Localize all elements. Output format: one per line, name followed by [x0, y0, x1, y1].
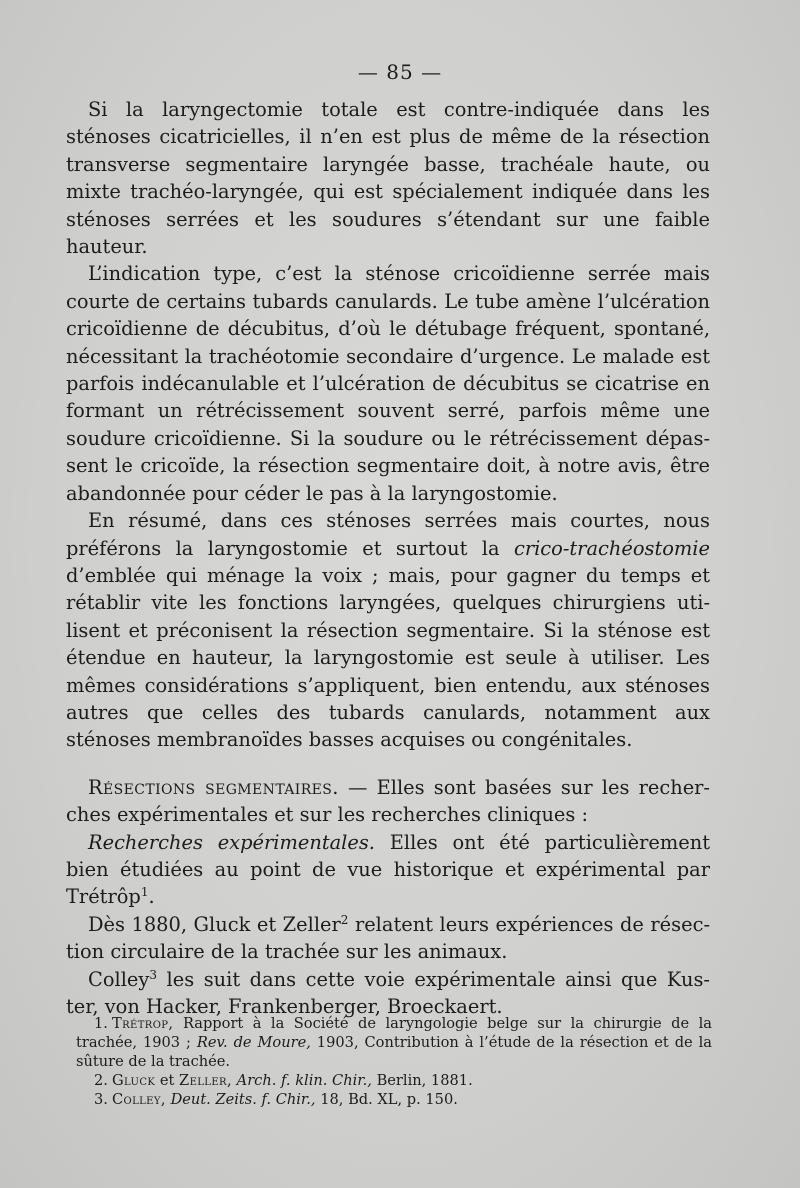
- paragraph-3-text-a: En résumé, dans ces sténoses serrées mais courtes, nous préférons la laryngostomie et surtout la: [66, 509, 710, 560]
- body-text: [66, 96, 710, 1020]
- footnote-1-number: 1.: [94, 1015, 108, 1032]
- paragraph-6-text-b: relatent leurs expériences de résec-tion circulaire de la trachée sur les animaux.: [66, 912, 710, 964]
- footnote-2-journal: Arch. f. klin. Chir.,: [232, 1072, 372, 1089]
- footnote-2-text-b: Berlin, 1881.: [371, 1072, 473, 1089]
- footnote-3-number: 3.: [94, 1091, 108, 1108]
- paragraph-3: [66, 507, 710, 754]
- paragraph-3-text-b: d’emblée qui ménage la voix ; mais, pour gagner du temps et rétablir vite les fonctions laryngées, quelques chirurgiens uti-lisent et préconisent la résection segmentaire. Si la sténose est étendue en hauteur, la laryngostomie est seule à utiliser. Les mêmes considérations s’appliquent, bien entendu, aux sténoses autres que celles des tubards canulards, notamment aux sténoses membranoïdes basses acquises ou congénitales.: [66, 563, 710, 752]
- footnote-1: [76, 1014, 712, 1071]
- footnote-ref-3: 3: [149, 967, 157, 982]
- footnote-ref-1: 1: [140, 885, 149, 900]
- footnote-3-journal: Deut. Zeits. f. Chir.,: [165, 1091, 316, 1108]
- footnote-2-text-a: et: [155, 1072, 180, 1089]
- paragraph-6: [66, 911, 710, 966]
- footnote-ref-2: 2: [340, 912, 349, 927]
- paragraph-4: [66, 774, 710, 829]
- paragraph-5-end: .: [148, 885, 155, 909]
- footnote-3: [76, 1090, 712, 1109]
- subsection-heading: Recherches expérimentales.: [88, 830, 375, 854]
- paragraph-3-italic-term: crico-trachéostomie: [513, 536, 710, 560]
- paragraph-7: [66, 966, 710, 1021]
- footnote-1-author: Trétrop,: [111, 1015, 174, 1032]
- footnote-3-author: Colley,: [111, 1091, 166, 1108]
- footnote-1-text-a: Rapport à la Société de laryngologie belge sur la chirurgie de la trachée, 1903 ;: [76, 1015, 712, 1051]
- footnote-2-author: Gluck: [111, 1072, 156, 1089]
- paragraph-4-text: — Elles sont basées sur les recher-ches expérimentales et sur les recherches cliniques :: [66, 775, 710, 827]
- footnote-2-number: 2.: [94, 1072, 108, 1089]
- paragraph-7-text-b: les suit dans cette voie expérimentale ainsi que Kus-ter, von Hacker, Frankenberger, Broeckaert.: [66, 967, 710, 1018]
- footnote-2-author-2: Zeller,: [179, 1072, 233, 1089]
- footnote-2: [76, 1071, 712, 1090]
- footnote-1-journal: Rev. de Moure,: [196, 1034, 311, 1051]
- footnote-3-text-b: 18, Bd. XL, p. 150.: [315, 1091, 458, 1108]
- paragraph-2: L’indication type, c’est la sténose cricoïdienne serrée mais courte de certains tubards canulards. Le tube amène l’ulcération cricoïdienne de décubitus, d’où le détubage fréquent, spontané, nécessitant la trachéotomie secondaire d’urgence. Le malade est parfois indécanulable et l’ulcération de décubitus se cicatrise en formant un rétrécissement souvent serré, parfois même une soudure cricoïdienne. Si la soudure ou le rétrécissement dépas-sent le cricoïde, la résection segmentaire doit, à notre avis, être abandonnée pour céder le pas à la laryngostomie.: [66, 262, 710, 505]
- paragraph-5: [66, 829, 710, 911]
- paragraph-7-text-a: Colley: [88, 967, 150, 991]
- footnote-1-text-b: 1903, Contribution à l’étude de la résection et de la sûture de la trachée.: [76, 1034, 712, 1070]
- paragraph-6-text-a: Dès 1880, Gluck et Zeller: [88, 912, 341, 936]
- paragraph-1: Si la laryngectomie totale est contre-indiquée dans les sténoses cicatricielles, il n’en est plus de même de la résection transverse segmentaire laryngée basse, trachéale haute, ou mixte trachéo-laryngée, qui est spécialement indiquée dans les sténoses serrées et les soudures s’étendant sur une faible hauteur.: [66, 98, 710, 259]
- paragraph-5-text: Elles ont été particulièrement bien étudiées au point de vue historique et expérimental par Trétrôp: [66, 830, 711, 909]
- footnotes: [76, 1014, 712, 1109]
- page-number: — 85 —: [357, 60, 443, 84]
- section-heading: Résections segmentaires.: [88, 775, 339, 799]
